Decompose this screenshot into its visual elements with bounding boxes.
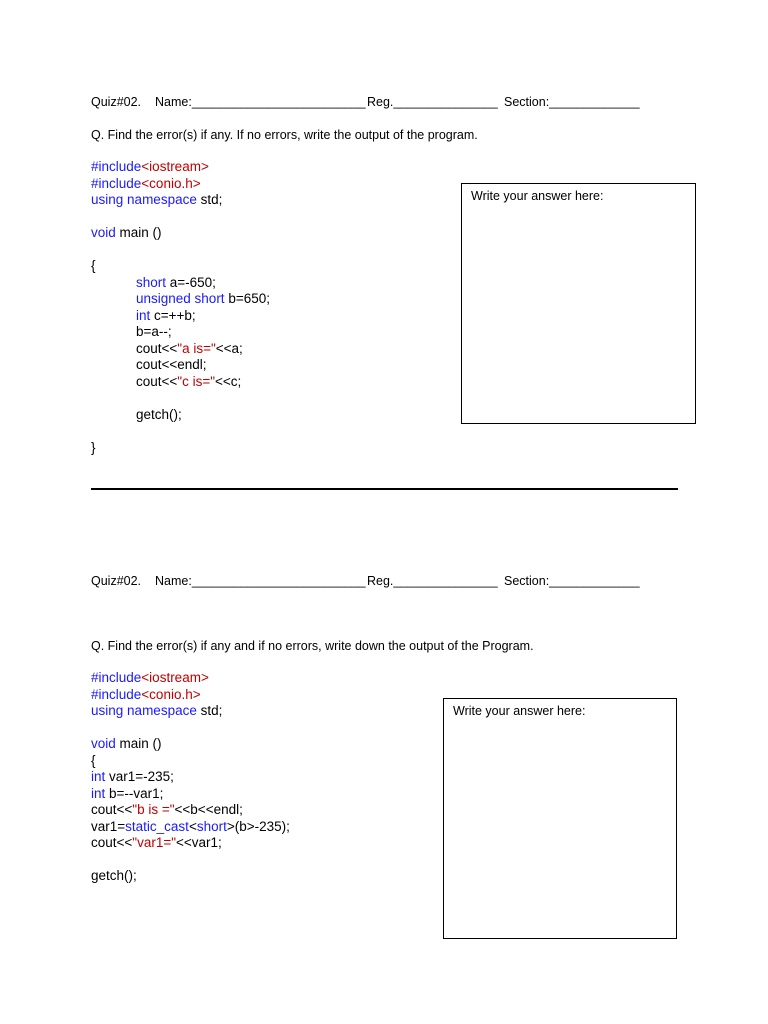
code-token: "b is ="	[132, 802, 175, 817]
code-token: cout<<endl;	[136, 357, 207, 372]
code-token: c=++b;	[150, 307, 196, 323]
code-token: <conio.h>	[141, 686, 201, 702]
code-line	[91, 407, 270, 424]
code-token: namespace	[127, 703, 197, 718]
code-token: namespace	[127, 192, 197, 207]
code-line	[91, 802, 290, 819]
code-token: <	[188, 818, 197, 834]
code-token: getch();	[136, 406, 182, 422]
quiz1-section-field[interactable]: Section:_____________	[504, 95, 640, 109]
code-token: #include	[91, 175, 142, 191]
code-token: #include	[91, 670, 142, 685]
quiz2-title: Quiz#02.	[91, 574, 142, 588]
code-line	[91, 374, 270, 391]
code-token: using	[91, 192, 124, 207]
code-line	[91, 769, 290, 786]
code-token: "var1="	[132, 835, 177, 850]
code-line	[91, 159, 270, 176]
code-line	[91, 753, 290, 770]
code-line	[91, 720, 290, 737]
code-line	[91, 225, 270, 242]
quiz2-answer-label: Write your answer here:	[453, 704, 586, 718]
code-token: short	[136, 274, 167, 290]
code-line	[91, 423, 270, 440]
code-token: <<a;	[215, 340, 243, 356]
code-line	[91, 275, 270, 292]
code-line	[91, 390, 270, 407]
quiz1-answer-box[interactable]	[461, 183, 696, 424]
code-line	[91, 357, 270, 374]
code-token: cout<<	[91, 835, 133, 850]
code-line	[91, 176, 270, 193]
section-divider	[91, 488, 678, 490]
code-token: int	[91, 769, 106, 784]
code-token: main ()	[115, 736, 162, 751]
code-token: "c is="	[177, 373, 216, 389]
quiz1-answer-label: Write your answer here:	[471, 189, 604, 203]
code-token: static_cast	[125, 818, 189, 834]
code-token: using	[91, 703, 124, 718]
quiz1-code-block	[91, 159, 270, 456]
code-token: void	[91, 736, 116, 751]
code-token: a=-650;	[166, 274, 216, 290]
code-line	[91, 242, 270, 259]
code-token: void	[91, 225, 116, 240]
quiz2-question: Q. Find the error(s) if any and if no errors, write down the output of the Program.	[91, 639, 534, 653]
code-token: getch();	[91, 868, 137, 883]
code-line	[91, 341, 270, 358]
quiz1-reg-field[interactable]: Reg._______________	[367, 95, 498, 109]
code-token: cout<<	[91, 802, 133, 817]
code-token: b=a--;	[136, 324, 172, 339]
code-line	[91, 324, 270, 341]
quiz2-reg-field[interactable]: Reg._______________	[367, 574, 498, 588]
code-token: b=--var1;	[105, 785, 164, 801]
code-token: cout<<	[136, 340, 178, 356]
code-token: b=650;	[224, 291, 270, 306]
quiz2-section-field[interactable]: Section:_____________	[504, 574, 640, 588]
code-token: #include	[91, 159, 142, 174]
code-token: short	[196, 818, 227, 834]
quiz1-title: Quiz#02.	[91, 95, 142, 109]
code-token: {	[91, 752, 96, 768]
code-line	[91, 736, 290, 753]
code-line	[91, 291, 270, 308]
code-line	[91, 192, 270, 209]
code-line	[91, 852, 290, 869]
code-line	[91, 819, 290, 836]
code-line	[91, 868, 290, 885]
code-line	[91, 786, 290, 803]
code-token: <<b<<endl;	[174, 802, 243, 817]
code-token: <<var1;	[176, 835, 222, 850]
quiz2-name-field[interactable]: Name:_________________________	[155, 574, 366, 588]
code-token: }	[91, 439, 96, 455]
code-line	[91, 308, 270, 325]
code-line	[91, 440, 270, 457]
code-token: "a is="	[177, 340, 216, 356]
code-line	[91, 687, 290, 704]
code-token: var1=	[91, 818, 126, 834]
code-token: int	[91, 785, 106, 801]
code-token: var1=-235;	[105, 769, 174, 784]
code-token: main ()	[115, 225, 162, 240]
code-token: #include	[91, 686, 142, 702]
quiz2-answer-box[interactable]	[443, 698, 677, 939]
quiz1-question: Q. Find the error(s) if any. If no errors, write the output of the program.	[91, 128, 478, 142]
code-token: <conio.h>	[141, 175, 201, 191]
code-line	[91, 258, 270, 275]
code-token: <iostream>	[141, 159, 209, 174]
code-token: cout<<	[136, 373, 178, 389]
code-line	[91, 835, 290, 852]
code-token: std;	[196, 192, 223, 207]
quiz2-code-block	[91, 670, 290, 885]
code-token: <<c;	[215, 373, 242, 389]
code-token: int	[136, 307, 151, 323]
code-token: std;	[196, 703, 223, 718]
code-line	[91, 670, 290, 687]
code-line	[91, 703, 290, 720]
code-token: <iostream>	[141, 670, 209, 685]
code-token: {	[91, 258, 96, 273]
quiz1-name-field[interactable]: Name:_________________________	[155, 95, 366, 109]
code-token: unsigned short	[136, 291, 225, 306]
code-line	[91, 209, 270, 226]
code-token: >(b>-235);	[226, 818, 290, 834]
